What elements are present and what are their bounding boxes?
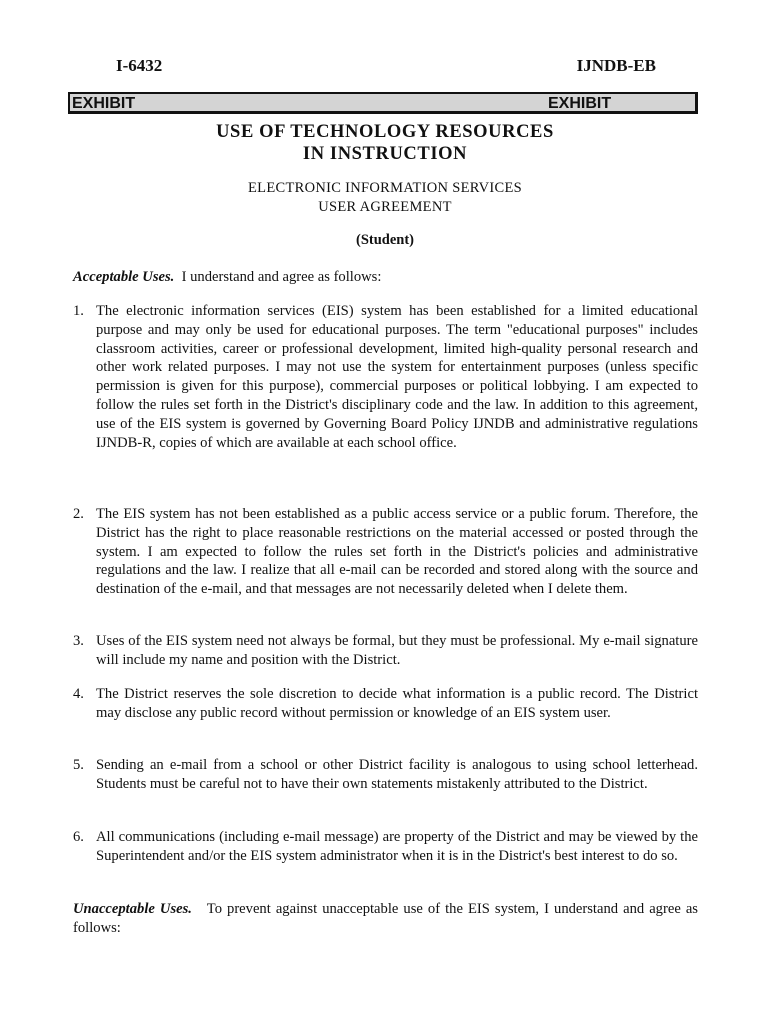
unacceptable-uses-paragraph bbox=[73, 900, 702, 938]
list-item-number: 6. bbox=[73, 829, 84, 845]
list-item-number: 1. bbox=[73, 303, 84, 319]
document-title-line1: USE OF TECHNOLOGY RESOURCES bbox=[216, 122, 554, 142]
acceptable-uses-text: I understand and agree as follows: bbox=[174, 269, 382, 285]
document-subtitle-line1: ELECTRONIC INFORMATION SERVICES bbox=[248, 180, 522, 196]
list-item-text: All communications (including e-mail message) are property of the District and may be viewed by the Superintendent and/or the EIS system administrator when it is in the District's best interest to do so. bbox=[96, 829, 698, 864]
document-subtitle-line2: USER AGREEMENT bbox=[318, 199, 452, 215]
list-item bbox=[73, 685, 698, 723]
unacceptable-uses-text: To prevent against unacceptable use of the EIS system, I understand and agree as follows: bbox=[73, 901, 702, 936]
list-item-text: The EIS system has not been established as a public access service or a public forum. Therefore, the District has the right to place reasonable restrictions on the material accessed or posted through the system. I am expected to follow the rules set forth in the District's policies and administrative regulations and the law. I realize that all e-mail can be recorded and stored along with the source and destination of the e-mail, and that messages are not necessarily deleted when I delete them. bbox=[96, 506, 698, 598]
list-item bbox=[73, 756, 698, 794]
exhibit-label-right: EXHIBIT bbox=[548, 95, 612, 112]
exhibit-bar bbox=[68, 92, 698, 114]
audience-label: (Student) bbox=[355, 232, 414, 248]
acceptable-uses-paragraph bbox=[73, 268, 698, 287]
policy-code-right: IJNDB-EB bbox=[576, 56, 656, 75]
list-item bbox=[73, 505, 698, 599]
list-item-text: The District reserves the sole discretion to decide what information is a public record. The District may disclose any public record without permission or knowledge of an EIS system user. bbox=[96, 686, 698, 721]
list-item-number: 5. bbox=[73, 757, 84, 773]
list-item bbox=[73, 828, 698, 866]
list-item-text: The electronic information services (EIS) system has been established for a limited educational purpose and may only be used for educational purposes. The term "educational purposes" includes classroom activities, career or professional development, limited high-quality personal research and other work related purposes. I may not use the system for entertainment purposes (unless specific permission is given for this purpose), commercial purposes or political lobbying. I am expected to follow the rules set forth in the District's disciplinary code and the law. In addition to this agreement, use of the EIS system is governed by Governing Board Policy IJNDB and administrative regulations IJNDB-R, copies of which are available at each school office. bbox=[96, 303, 698, 451]
list-item-number: 3. bbox=[73, 633, 84, 649]
list-item bbox=[73, 302, 698, 452]
policy-code-left: I-6432 bbox=[116, 56, 163, 75]
list-item-number: 2. bbox=[73, 506, 84, 522]
unacceptable-uses-heading: Unacceptable Uses. bbox=[73, 901, 192, 917]
list-item bbox=[73, 632, 698, 670]
list-item-text: Sending an e-mail from a school or other District facility is analogous to using school letterhead. Students must be careful not to have their own statements mistakenly attributed to the District. bbox=[96, 757, 698, 792]
list-item-text: Uses of the EIS system need not always be formal, but they must be professional. My e-mail signature will include my name and position with the District. bbox=[96, 633, 698, 668]
acceptable-uses-heading: Acceptable Uses. bbox=[73, 269, 175, 285]
exhibit-label-left: EXHIBIT bbox=[72, 95, 136, 112]
list-item-number: 4. bbox=[73, 686, 84, 702]
document-title-line2: IN INSTRUCTION bbox=[302, 144, 468, 164]
